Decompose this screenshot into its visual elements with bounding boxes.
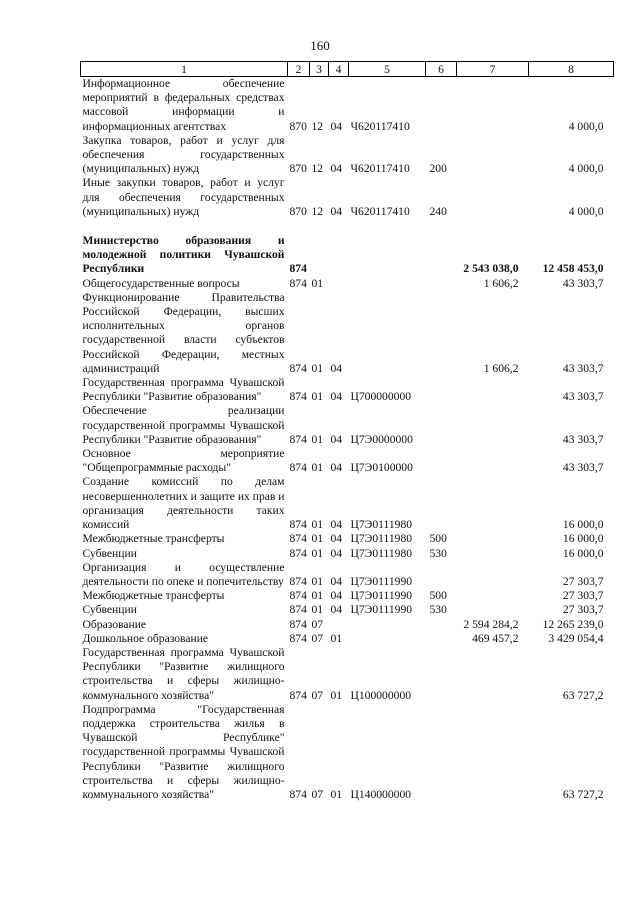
subsection-code: 04 — [330, 532, 343, 546]
amount-col8: 4 000,0 — [568, 204, 604, 218]
ministry-code: 874 — [289, 617, 307, 631]
column-header: 5 — [349, 62, 426, 77]
subsection-code: 04 — [330, 432, 343, 446]
amount-col8: 4 000,0 — [568, 119, 604, 133]
target-article-code: Ц7Э0111990 — [350, 603, 413, 617]
amount-col7 — [457, 703, 529, 802]
column-header: 7 — [457, 62, 529, 77]
row-name: Иные закупки товаров, работ и услуг для обеспечения государственных (муниципальных) нужд — [82, 176, 285, 218]
section-code: 01 — [311, 432, 324, 446]
ministry-code: 874 — [289, 546, 307, 560]
column-header: 2 — [288, 62, 310, 77]
column-header: 4 — [329, 62, 349, 77]
row-name: Организация и осуществление деятельности по опеке и попечительству — [82, 560, 285, 588]
table-row — [81, 618, 614, 632]
target-article-code — [349, 234, 426, 277]
row-name: Субвенции — [82, 546, 137, 560]
amount-col7 — [457, 561, 529, 589]
amount-col7 — [457, 547, 529, 561]
subsection-code: 04 — [330, 518, 343, 532]
amount-col8: 43 303,7 — [562, 276, 604, 290]
amount-col8: 12 265 239,0 — [542, 617, 604, 631]
subsection-code — [329, 234, 349, 277]
ministry-code: 874 — [289, 589, 307, 603]
target-article-code: Ц140000000 — [350, 787, 412, 801]
table-row — [81, 234, 614, 277]
row-name: Информационное обеспечение мероприятий в федеральных средствах массовой информации и информационных агентствах — [82, 77, 285, 133]
target-article-code: Ц7Э0111990 — [350, 574, 413, 588]
target-article-code — [349, 291, 426, 376]
expense-type-code — [426, 291, 457, 376]
subsection-code: 04 — [330, 546, 343, 560]
ministry-code: 874 — [289, 518, 307, 532]
table-row — [81, 77, 614, 134]
row-name: Основное мероприятие "Общепрограммные расходы" — [82, 447, 285, 475]
table-row — [81, 176, 614, 219]
row-name: Межбюджетные трансферты — [82, 589, 225, 603]
subsection-code: 04 — [330, 162, 343, 176]
table-row — [81, 646, 614, 703]
target-article-code — [349, 618, 426, 632]
row-name: Министерство образования и молодежной политики Чувашской Республики — [82, 234, 285, 276]
target-article-code: Ц7Э0111980 — [350, 546, 413, 560]
ministry-code: 874 — [289, 390, 307, 404]
expense-type-code: 500 — [429, 589, 447, 603]
target-article-code: Ч620117410 — [350, 119, 410, 133]
row-name: Межбюджетные трансферты — [82, 532, 225, 546]
target-article-code: Ц7Э0111980 — [350, 532, 413, 546]
section-code: 01 — [311, 574, 324, 588]
ministry-code: 874 — [289, 276, 307, 290]
expense-type-code: 200 — [429, 162, 447, 176]
section-code: 07 — [311, 688, 324, 702]
section-code: 01 — [311, 589, 324, 603]
ministry-code: 874 — [289, 787, 307, 801]
amount-col8: 4 000,0 — [568, 162, 604, 176]
spacer-row — [81, 219, 614, 234]
expense-type-code — [426, 703, 457, 802]
amount-col8: 63 727,2 — [562, 688, 604, 702]
ministry-code: 870 — [289, 162, 307, 176]
subsection-code — [329, 277, 349, 291]
table-row — [81, 277, 614, 291]
table-row — [81, 632, 614, 646]
ministry-code: 874 — [289, 432, 307, 446]
target-article-code: Ц100000000 — [350, 688, 412, 702]
ministry-code: 874 — [289, 532, 307, 546]
section-code: 01 — [311, 361, 324, 375]
row-name: Функционирование Правительства Российской Федерации, высших исполнительных органов государственной власти субъектов Российской Федерации, местных администраций — [82, 290, 285, 375]
row-name: Государственная программа Чувашской Республики "Развитие образования" — [82, 376, 285, 404]
section-code: 01 — [311, 532, 324, 546]
table-row — [81, 589, 614, 603]
expense-type-code: 530 — [429, 546, 447, 560]
column-header: 1 — [81, 62, 288, 77]
ministry-code: 874 — [289, 361, 307, 375]
table-row — [81, 532, 614, 546]
amount-col7 — [457, 589, 529, 603]
subsection-code: 04 — [330, 461, 343, 475]
table-row — [81, 475, 614, 532]
section-code: 01 — [311, 390, 324, 404]
subsection-code: 04 — [330, 361, 343, 375]
amount-col7: 1 606,2 — [483, 276, 519, 290]
expense-type-code: 240 — [429, 204, 447, 218]
amount-col8: 12 458 453,0 — [542, 262, 604, 276]
amount-col8: 27 303,7 — [562, 603, 604, 617]
column-header: 8 — [529, 62, 614, 77]
row-name: Закупка товаров, работ и услуг для обеспечения государственных (муниципальных) нужд — [82, 133, 285, 176]
target-article-code — [349, 632, 426, 646]
expense-type-code — [426, 234, 457, 277]
ministry-code: 870 — [289, 204, 307, 218]
expense-type-code — [426, 618, 457, 632]
amount-col7 — [457, 646, 529, 703]
amount-col8: 43 303,7 — [562, 390, 604, 404]
target-article-code: Ц7Э0111980 — [350, 518, 413, 532]
amount-col7: 2 543 038,0 — [463, 262, 519, 276]
expense-type-code — [426, 447, 457, 475]
subsection-code: 04 — [330, 204, 343, 218]
row-name: Субвенции — [82, 603, 137, 617]
ministry-code: 874 — [289, 631, 307, 645]
amount-col7 — [457, 404, 529, 447]
subsection-code: 04 — [330, 603, 343, 617]
expense-type-code — [426, 632, 457, 646]
expense-type-code — [426, 404, 457, 447]
section-code: 12 — [311, 119, 324, 133]
section-code: 01 — [311, 276, 324, 290]
section-code: 07 — [311, 631, 324, 645]
row-name: Государственная программа Чувашской Республики "Развитие жилищного строительства и сферы жилищно-коммунального хозяйства" — [82, 645, 285, 702]
ministry-code: 874 — [289, 688, 307, 702]
expense-type-code: 530 — [429, 603, 447, 617]
amount-col8: 3 429 054,4 — [548, 631, 604, 645]
subsection-code: 04 — [330, 119, 343, 133]
target-article-code: Ч620117410 — [350, 162, 410, 176]
subsection-code: 04 — [330, 574, 343, 588]
table-row — [81, 404, 614, 447]
amount-col8: 16 000,0 — [562, 518, 604, 532]
amount-col8: 43 303,7 — [562, 432, 604, 446]
amount-col8: 43 303,7 — [562, 461, 604, 475]
amount-col8: 63 727,2 — [562, 787, 604, 801]
table-row — [81, 376, 614, 404]
target-article-code: Ц700000000 — [350, 390, 412, 404]
table-row — [81, 603, 614, 617]
subsection-code: 01 — [330, 787, 343, 801]
budget-table — [80, 61, 614, 802]
expense-type-code — [426, 77, 457, 134]
section-code — [310, 234, 329, 277]
amount-col8: 27 303,7 — [562, 574, 604, 588]
column-header: 3 — [310, 62, 329, 77]
amount-col7 — [457, 603, 529, 617]
expense-type-code — [426, 561, 457, 589]
expense-type-code — [426, 376, 457, 404]
amount-col7 — [457, 475, 529, 532]
amount-col7 — [457, 532, 529, 546]
table-row — [81, 561, 614, 589]
amount-col7 — [457, 376, 529, 404]
ministry-code: 870 — [289, 119, 307, 133]
section-code: 01 — [311, 518, 324, 532]
amount-col8: 43 303,7 — [562, 361, 604, 375]
section-code: 01 — [311, 546, 324, 560]
target-article-code: Ц7Э0000000 — [350, 432, 413, 446]
row-name: Обеспечение реализации государственной программы Чувашской Республики "Развитие образования" — [82, 404, 285, 446]
subsection-code: 01 — [330, 631, 343, 645]
target-article-code: Ц7Э0100000 — [350, 461, 413, 475]
spacer-cell — [81, 219, 614, 234]
amount-col7: 469 457,2 — [472, 631, 519, 645]
table-row — [81, 547, 614, 561]
page-number: 160 — [310, 38, 330, 53]
section-code: 01 — [311, 461, 324, 475]
amount-col7 — [457, 77, 529, 134]
subsection-code — [329, 618, 349, 632]
row-name: Подпрограмма "Государственная поддержка строительства жилья в Чувашской Республике" государственной программы Чувашской Республики "Развитие жилищного строительства и сферы жилищно-коммунального хозяйства" — [82, 702, 285, 801]
ministry-code: 874 — [289, 603, 307, 617]
section-code: 12 — [311, 162, 324, 176]
column-header: 6 — [426, 62, 457, 77]
section-code: 07 — [311, 787, 324, 801]
expense-type-code — [426, 475, 457, 532]
ministry-code: 874 — [289, 262, 307, 276]
table-row — [81, 134, 614, 177]
expense-type-code — [426, 277, 457, 291]
section-code: 01 — [311, 603, 324, 617]
subsection-code: 04 — [330, 390, 343, 404]
amount-col7: 2 594 284,2 — [463, 617, 519, 631]
target-article-code — [349, 277, 426, 291]
table-row — [81, 447, 614, 475]
amount-col8: 16 000,0 — [562, 546, 604, 560]
column-number-header — [81, 62, 614, 77]
row-name: Образование — [82, 617, 147, 631]
expense-type-code: 500 — [429, 532, 447, 546]
row-name: Создание комиссий по делам несовершеннолетних и защите их прав и организация деятельности таких комиссий — [82, 475, 285, 532]
subsection-code: 04 — [330, 589, 343, 603]
amount-col8: 27 303,7 — [562, 589, 604, 603]
target-article-code: Ч620117410 — [350, 204, 410, 218]
amount-col7: 1 606,2 — [483, 361, 519, 375]
amount-col8: 16 000,0 — [562, 532, 604, 546]
section-code: 07 — [311, 617, 324, 631]
ministry-code: 874 — [289, 574, 307, 588]
table-row — [81, 703, 614, 802]
target-article-code: Ц7Э0111990 — [350, 589, 413, 603]
row-name: Дошкольное образование — [82, 631, 209, 645]
row-name: Общегосударственные вопросы — [82, 276, 240, 290]
ministry-code: 874 — [289, 461, 307, 475]
table-row — [81, 291, 614, 376]
subsection-code: 01 — [330, 688, 343, 702]
amount-col7 — [457, 447, 529, 475]
amount-col7 — [457, 134, 529, 177]
section-code: 12 — [311, 204, 324, 218]
expense-type-code — [426, 646, 457, 703]
amount-col7 — [457, 176, 529, 219]
